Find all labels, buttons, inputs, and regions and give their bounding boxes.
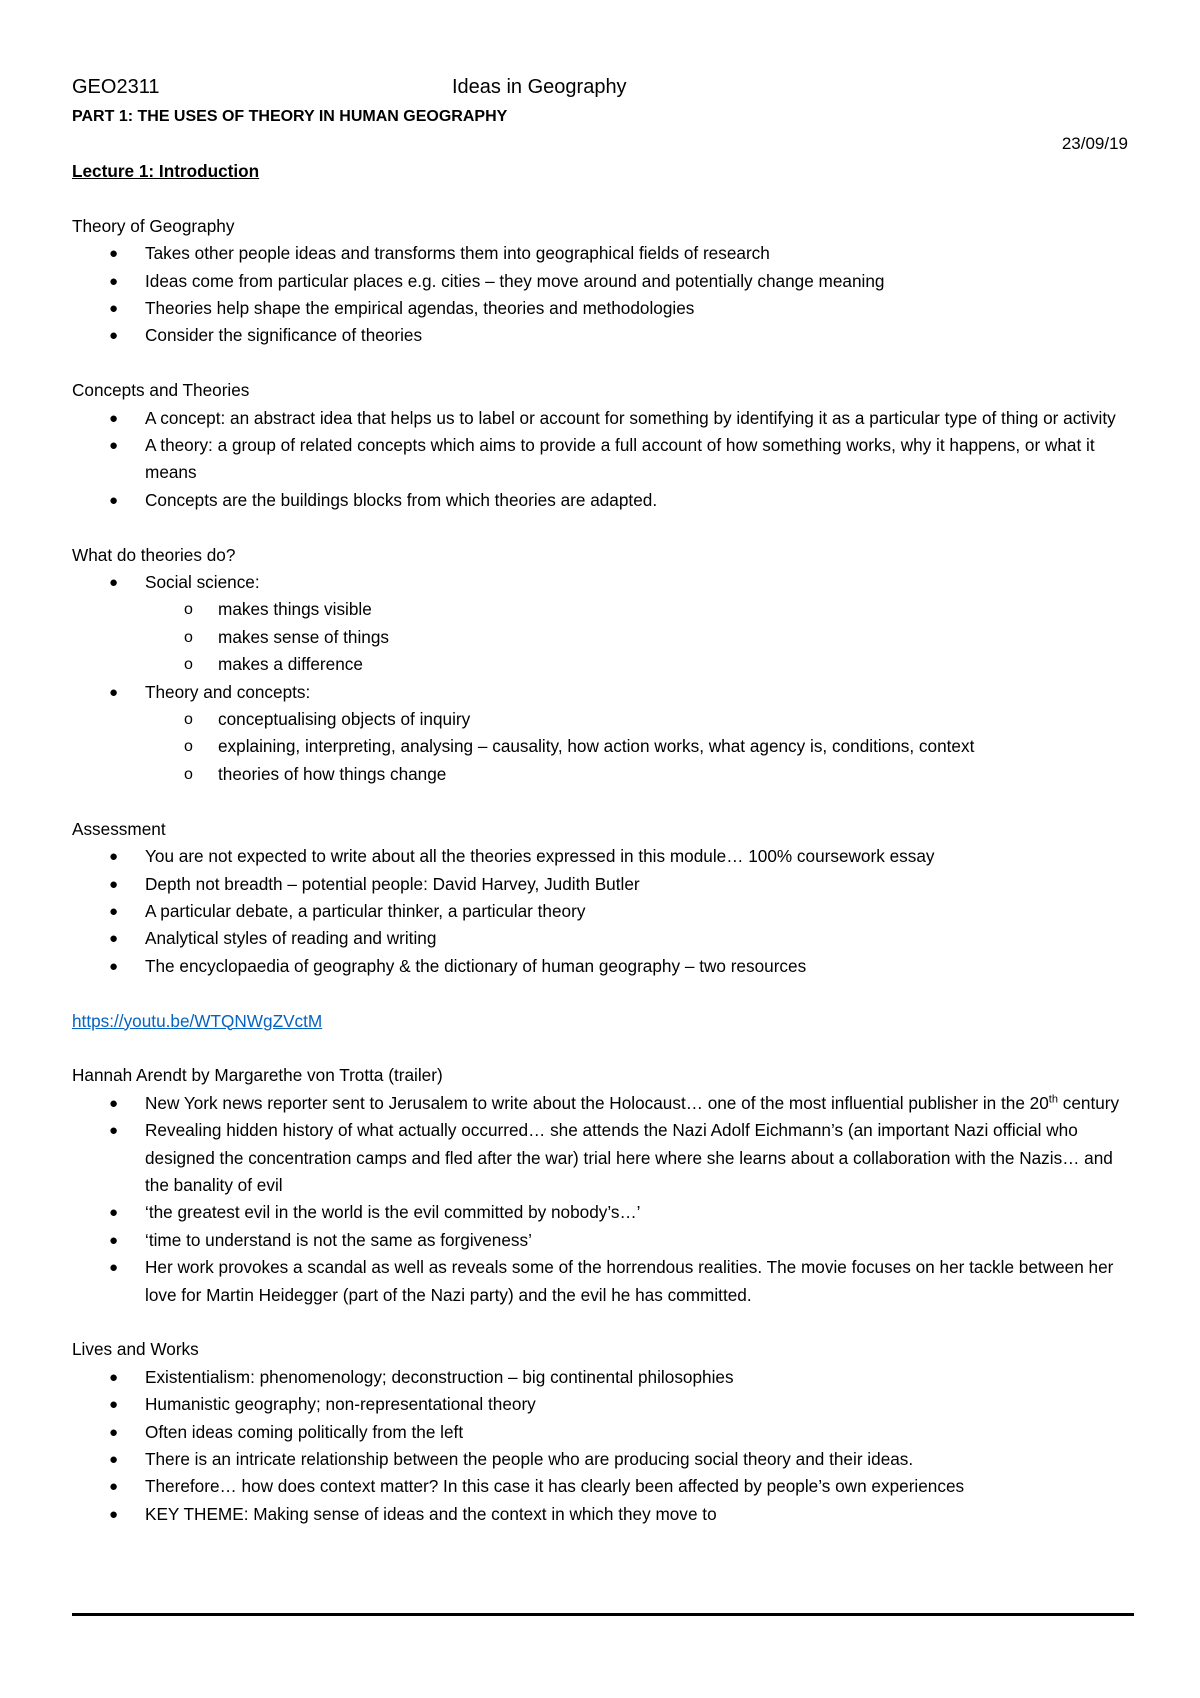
sub-list-item: o theories of how things change [145, 761, 1132, 788]
notes-body [72, 158, 1132, 1528]
sub-bullet-icon: o [184, 601, 193, 619]
section-assessment [72, 816, 1132, 980]
part-heading: PART 1: THE USES OF THEORY IN HUMAN GEOGRAPHY [72, 108, 508, 125]
bullet-icon: ● [109, 300, 119, 318]
section-theory-of-geography [72, 213, 1132, 350]
bullet-icon: ● [109, 327, 119, 345]
bullet-icon: ● [109, 272, 119, 290]
list-item: ● Her work provokes a scandal as well as reveals some of the horrendous realities. The movie focuses on her tackle between her love for Martin Heidegger (part of the Nazi party) and the evil he has committed. [72, 1254, 1132, 1309]
bullet-list [72, 240, 1132, 350]
bullet-icon: ● [109, 1259, 119, 1277]
list-item: ● A particular debate, a particular thinker, a particular theory [72, 898, 1132, 925]
bullet-icon: ● [109, 930, 119, 948]
section-heading: Concepts and Theories [72, 380, 250, 401]
list-item: ● Takes other people ideas and transforms them into geographical fields of research [72, 240, 1132, 267]
bullet-icon: ● [109, 1505, 119, 1523]
sub-list-item: o makes sense of things [145, 624, 1132, 651]
section-lives-and-works [72, 1336, 1132, 1528]
section-what-do-theories-do [72, 542, 1132, 789]
bottom-rule [72, 1613, 1134, 1616]
section-concepts-and-theories [72, 377, 1132, 514]
list-item: ● ‘the greatest evil in the world is the evil committed by nobody’s…’ [72, 1199, 1132, 1226]
list-item: ● A concept: an abstract idea that helps us to label or account for something by identifying it as a particular type of thing or activity [72, 405, 1132, 432]
bullet-list [72, 1364, 1132, 1528]
section-heading: Hannah Arendt by Margarethe von Trotta (trailer) [72, 1065, 443, 1086]
bullet-icon: ● [109, 437, 119, 455]
sub-list-item: o conceptualising objects of inquiry [145, 706, 1132, 733]
bullet-list [72, 1090, 1132, 1309]
sub-list-item: o makes a difference [145, 651, 1132, 678]
bullet-icon: ● [109, 1122, 119, 1140]
list-item: ● Theories help shape the empirical agendas, theories and methodologies [72, 295, 1132, 322]
list-item: ● Social science: o makes things visible o makes sense of things o makes a difference [72, 569, 1132, 679]
bullet-icon: ● [109, 1396, 119, 1414]
bullet-icon: ● [109, 1204, 119, 1222]
section-hannah-arendt [72, 1062, 1132, 1309]
bullet-icon: ● [109, 245, 119, 263]
bullet-icon: ● [109, 574, 119, 592]
module-title: Ideas in Geography [452, 76, 627, 98]
section-heading: What do theories do? [72, 544, 236, 565]
lecture-title: Lecture 1: Introduction [72, 161, 260, 181]
bullet-icon: ● [109, 1423, 119, 1441]
list-item: ● Consider the significance of theories [72, 322, 1132, 349]
bullet-icon: ● [109, 902, 119, 920]
list-item: ● Revealing hidden history of what actually occurred… she attends the Nazi Adolf Eichmann’s (an important Nazi official who designed the concentration camps and fled after the war) trial here where she learns about a collaboration with the Nazis… and the banality of evil [72, 1117, 1132, 1199]
list-item: ● Analytical styles of reading and writing [72, 925, 1132, 952]
sub-list-item: o explaining, interpreting, analysing – causality, how action works, what agency is, conditions, context [145, 733, 1132, 760]
sub-bullet-list [145, 596, 1132, 678]
sub-bullet-list [145, 706, 1132, 788]
bullet-icon: ● [109, 1094, 119, 1112]
bullet-icon: ● [109, 1450, 119, 1468]
bullet-icon: ● [109, 683, 119, 701]
list-item: ● You are not expected to write about all the theories expressed in this module… 100% coursework essay [72, 843, 1132, 870]
sub-list-item: o makes things visible [145, 596, 1132, 623]
module-code: GEO2311 [72, 76, 160, 98]
list-item: ● Ideas come from particular places e.g. cities – they move around and potentially change meaning [72, 268, 1132, 295]
bullet-list [72, 569, 1132, 788]
bullet-icon: ● [109, 1368, 119, 1386]
bullet-icon: ● [109, 409, 119, 427]
list-item: ● KEY THEME: Making sense of ideas and the context in which they move to [72, 1501, 1132, 1528]
bullet-list [72, 843, 1132, 980]
youtube-link[interactable]: https://youtu.be/WTQNWgZVctM [72, 1010, 323, 1031]
bullet-icon: ● [109, 848, 119, 866]
bullet-icon: ● [109, 875, 119, 893]
list-item: ● Existentialism: phenomenology; deconstruction – big continental philosophies [72, 1364, 1132, 1391]
list-item: ● Often ideas coming politically from the left [72, 1419, 1132, 1446]
bullet-icon: ● [109, 1478, 119, 1496]
sub-bullet-icon: o [184, 656, 193, 674]
sub-bullet-icon: o [184, 765, 193, 783]
list-item: ● Theory and concepts: o conceptualising objects of inquiry o explaining, interpreting, analysing – causality, how action works, what agency is, conditions, context o theories of how things change [72, 679, 1132, 789]
bullet-list [72, 405, 1132, 515]
bullet-icon: ● [109, 491, 119, 509]
list-item: ● ‘time to understand is not the same as forgiveness’ [72, 1227, 1132, 1254]
section-heading: Assessment [72, 818, 166, 839]
sub-bullet-icon: o [184, 738, 193, 756]
bullet-icon: ● [109, 957, 119, 975]
list-item: ● New York news reporter sent to Jerusalem to write about the Holocaust… one of the most influential publisher in the 20th century [72, 1090, 1132, 1117]
list-item: ● There is an intricate relationship between the people who are producing social theory and their ideas. [72, 1446, 1132, 1473]
sub-bullet-icon: o [184, 628, 193, 646]
list-item: ● Therefore… how does context matter? In this case it has clearly been affected by people’s own experiences [72, 1473, 1132, 1500]
list-item: ● Humanistic geography; non-representational theory [72, 1391, 1132, 1418]
section-heading: Lives and Works [72, 1339, 199, 1360]
bullet-icon: ● [109, 1231, 119, 1249]
lecture-date: 23/09/19 [1061, 134, 1128, 153]
section-heading: Theory of Geography [72, 215, 235, 236]
list-item: ● A theory: a group of related concepts which aims to provide a full account of how something works, why it happens, or what it means [72, 432, 1132, 487]
sub-bullet-icon: o [184, 711, 193, 729]
list-item: ● The encyclopaedia of geography & the dictionary of human geography – two resources [72, 953, 1132, 980]
list-item: ● Depth not breadth – potential people: David Harvey, Judith Butler [72, 871, 1132, 898]
list-item: ● Concepts are the buildings blocks from which theories are adapted. [72, 487, 1132, 514]
